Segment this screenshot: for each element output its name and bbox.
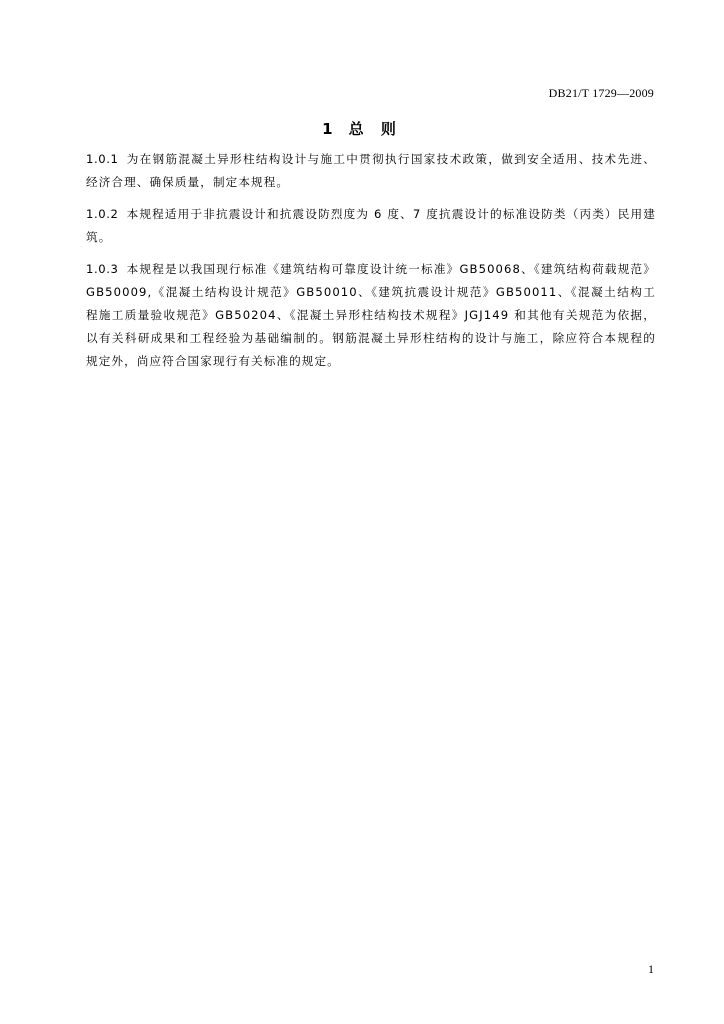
clause-number: 1.0.2: [86, 207, 119, 221]
clause-number: 1.0.3: [86, 262, 119, 276]
document-body: [86, 148, 656, 382]
clause-1-0-1: [86, 148, 656, 194]
clause-1-0-2: [86, 203, 656, 249]
clause-text: 为在钢筋混凝土异形柱结构设计与施工中贯彻执行国家技术政策，做到安全适用、技术先进、经济合理、确保质量，制定本规程。: [86, 152, 656, 189]
document-code: DB21/T 1729—2009: [548, 86, 654, 100]
clause-text: 本规程是以我国现行标准《建筑结构可靠度设计统一标准》GB50068、《建筑结构荷载规范》GB50009,《混凝土结构设计规范》GB50010、《建筑抗震设计规范》GB50011、《混凝土结构工程施工质量验收规范》GB50204、《混凝土异形柱结构技术规程》JGJ149 和其他有关规范为依据，以有关科研成果和工程经验为基础编制的。钢筋混凝土异形柱结构的设计与施工，除应符合本规程的规定外，尚应符合国家现行有关标准的规定。: [86, 262, 656, 368]
clause-number: 1.0.1: [86, 152, 119, 166]
chapter-title: [0, 118, 724, 139]
page-number: 1: [648, 962, 654, 976]
clause-1-0-3: [86, 258, 656, 373]
clause-text: 本规程适用于非抗震设计和抗震设防烈度为 6 度、7 度抗震设计的标准设防类（丙类）民用建筑。: [86, 207, 656, 244]
chapter-number: 1: [322, 120, 339, 138]
chapter-title-text: 总 则: [348, 120, 402, 138]
